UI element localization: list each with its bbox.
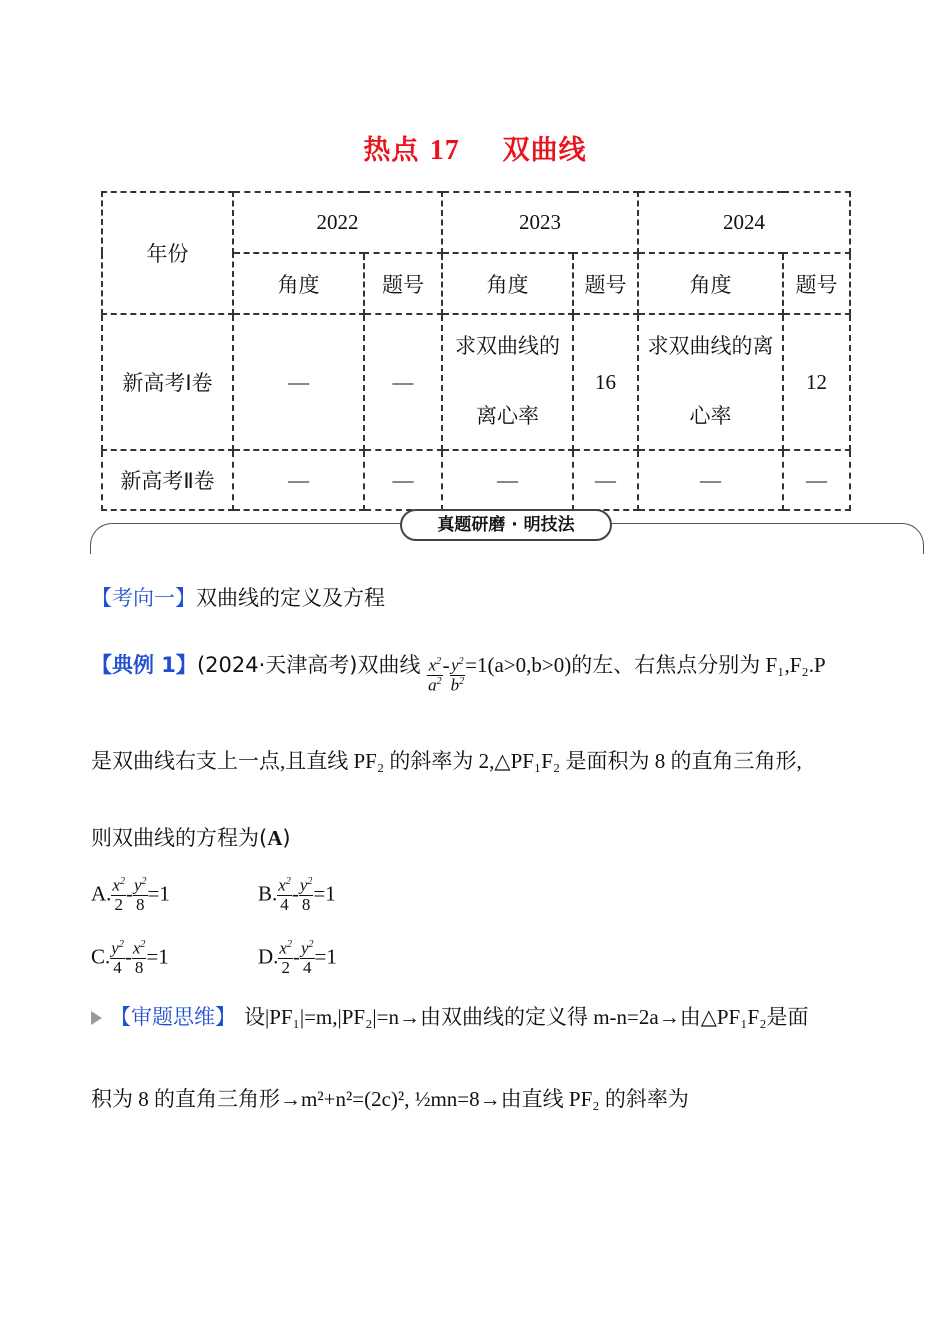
cell: 16 <box>573 314 638 450</box>
frac-den: 2 <box>281 958 290 978</box>
example-line-3 <box>91 822 291 852</box>
angle-header: 角度 <box>638 253 783 314</box>
fraction-x2-a2: $\frac{x^2}{a^2}$ <box>428 655 442 695</box>
frac-num: x <box>112 875 120 895</box>
thinking-tag: 【审题思维】 <box>110 1005 236 1029</box>
cell-line: 离心率 <box>476 404 539 428</box>
question-prompt: 则双曲线的方程为( <box>91 826 268 850</box>
cell: — <box>233 450 364 510</box>
year-header: 年份 <box>102 192 233 314</box>
exam-stats-table <box>101 191 851 511</box>
cell: — <box>233 314 364 450</box>
cell <box>442 314 573 450</box>
cell-line: 心率 <box>689 404 732 428</box>
row-label: 新高考Ⅱ卷 <box>102 450 233 510</box>
example-source: (2024·天津高考)双曲线 <box>196 652 421 677</box>
num-header: 题号 <box>573 253 638 314</box>
close-paren: ) <box>282 826 291 850</box>
cell: — <box>364 450 442 510</box>
option-label: C. <box>91 944 111 969</box>
title-name: 双曲线 <box>502 135 587 166</box>
play-icon <box>91 1011 102 1025</box>
angle-header: 角度 <box>442 253 573 314</box>
section-banner: 真题研磨 · 明技法 <box>400 509 612 541</box>
cell-line: 求双曲线的离 <box>647 334 774 359</box>
option-rhs: =1 <box>314 944 337 969</box>
thinking-line-2: 积为 8 的直角三角形→m²+n²=(2c)², ½mn=8→由直线 PF₂ 的斜率为 <box>91 1087 689 1111</box>
thinking-line-1 <box>91 1001 809 1031</box>
option-c[interactable]: C. $\frac{y^2}{4}$ - $\frac{x^2}{8}$ =1 <box>91 938 169 978</box>
row-label: 新高考Ⅰ卷 <box>102 314 233 450</box>
frac-num: y <box>299 875 308 895</box>
frac-den: 4 <box>280 895 289 915</box>
year-2022: 2022 <box>233 192 442 253</box>
cell: 12 <box>783 314 850 450</box>
frac-num: y <box>133 875 142 895</box>
option-b[interactable]: B. $\frac{x^2}{4}$ - $\frac{y^2}{8}$ =1 <box>258 875 336 915</box>
frac-den: 4 <box>113 958 122 978</box>
option-rhs: =1 <box>147 881 170 906</box>
table-row <box>102 450 850 510</box>
cell: — <box>573 450 638 510</box>
option-d[interactable]: D. $\frac{x^2}{2}$ - $\frac{y^2}{4}$ =1 <box>258 938 337 978</box>
option-a[interactable]: A. $\frac{x^2}{2}$ - $\frac{y^2}{8}$ =1 <box>91 875 170 915</box>
frac-num: x <box>279 938 287 958</box>
frac-den: 8 <box>134 958 144 978</box>
frac-den: 2 <box>114 895 123 915</box>
frac-num: x <box>278 875 286 895</box>
cell <box>638 314 783 450</box>
section-text: 双曲线的定义及方程 <box>196 586 385 610</box>
option-rhs: =1 <box>313 881 336 906</box>
table-row <box>102 314 850 450</box>
year-2023: 2023 <box>442 192 638 253</box>
frac-den: 8 <box>135 895 145 915</box>
frac-num: x <box>132 938 141 958</box>
page-title <box>0 128 950 167</box>
example-line-1: 【典例 1】(2024·天津高考)双曲线 $\frac{x^2}{a^2}$ - $\frac{y^2}{b^2}$ =1(a>0,b>0)的左、右焦点分别为 F₁,F₂.P <box>91 652 826 695</box>
section-tag: 【考向一】 <box>91 586 196 610</box>
cell: — <box>638 450 783 510</box>
option-rhs: =1 <box>146 944 169 969</box>
angle-header: 角度 <box>233 253 364 314</box>
cell: — <box>364 314 442 450</box>
section-heading <box>91 582 385 612</box>
frac-den: 8 <box>301 895 311 915</box>
thinking-text-1: 设|PF₁|=m,|PF₂|=n→由双曲线的定义得 m-n=2a→由△PF₁F₂是面 <box>244 1005 809 1029</box>
option-label: B. <box>258 881 278 906</box>
cell: — <box>442 450 573 510</box>
title-number: 17 <box>429 135 460 166</box>
example-tag: 【典例 1】 <box>91 652 197 677</box>
num-header: 题号 <box>783 253 850 314</box>
frac-num: y <box>111 938 119 958</box>
frac-den: 4 <box>302 958 312 978</box>
option-label: A. <box>91 881 112 906</box>
frac-num: y <box>300 938 309 958</box>
example-condition: =1(a>0,b>0)的左、右焦点分别为 F₁,F₂.P <box>465 652 826 677</box>
title-prefix: 热点 <box>363 135 420 166</box>
example-line-2: 是双曲线右支上一点,且直线 PF₂ 的斜率为 2,△PF₁F₂ 是面积为 8 的直角三角形, <box>91 749 802 773</box>
cell: — <box>783 450 850 510</box>
option-label: D. <box>258 944 279 969</box>
year-2024: 2024 <box>638 192 850 253</box>
answer-letter: A <box>267 826 283 850</box>
num-header: 题号 <box>364 253 442 314</box>
cell-line: 求双曲线的 <box>455 334 560 359</box>
fraction-y2-b2: $\frac{y^2}{b^2}$ <box>450 655 465 695</box>
